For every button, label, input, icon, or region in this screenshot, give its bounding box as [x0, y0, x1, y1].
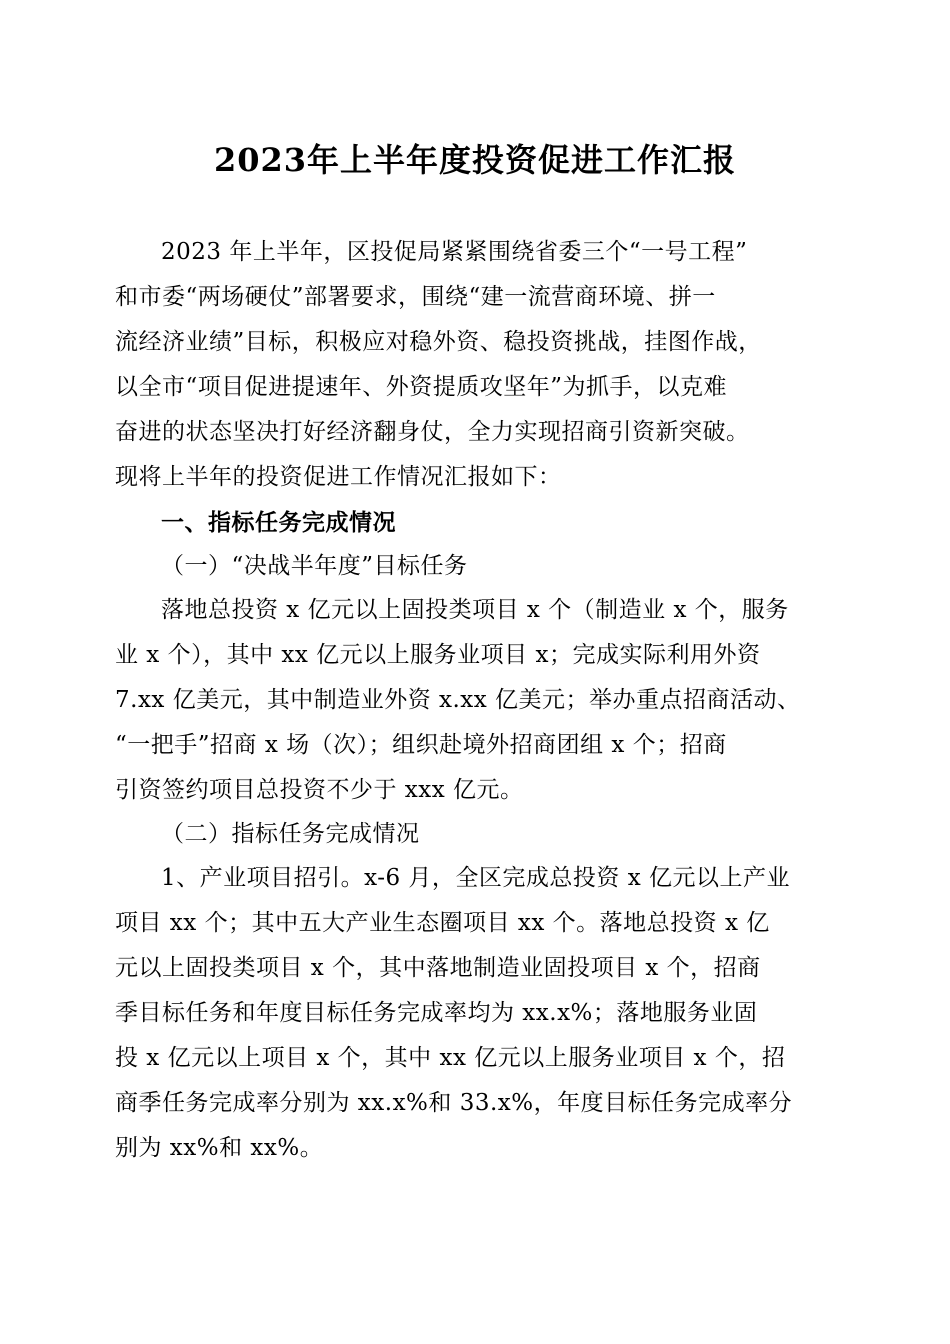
paragraph-line: 别为 xx%和 xx%。 [115, 1135, 324, 1161]
paragraph-line: 2023 年上半年，区投促局紧紧围绕省委三个“一号工程” [161, 239, 748, 265]
paragraph-line: 投 x 亿元以上项目 x 个，其中 xx 亿元以上服务业项目 x 个，招 [115, 1045, 786, 1071]
intro-paragraph [115, 230, 837, 500]
paragraph-line: 元以上固投类项目 x 个，其中落地制造业固投项目 x 个，招商 [115, 955, 761, 981]
paragraph-line: 引资签约项目总投资不少于 xxx 亿元。 [115, 777, 524, 803]
paragraph-line: 流经济业绩”目标，积极应对稳外资、稳投资挑战，挂图作战， [115, 329, 762, 355]
paragraph-line: 商季任务完成率分别为 xx.x%和 33.x%，年度目标任务完成率分 [115, 1090, 793, 1116]
document-title: 2023年上半年度投资促进工作汇报 [213, 141, 737, 179]
subsection-heading: （二）指标任务完成情况 [161, 821, 420, 847]
paragraph-line: 和市委“两场硬仗”部署要求，围绕“建一流营商环境、拼一 [115, 284, 716, 310]
paragraph-line: 以全市“项目促进提速年、外资提质攻坚年”为抓手，以克难 [115, 374, 728, 400]
paragraph-line: 季目标任务和年度目标任务完成率均为 xx.x%；落地服务业固 [115, 1000, 758, 1026]
targets-paragraph [115, 588, 837, 813]
paragraph-line: 落地总投资 x 亿元以上固投类项目 x 个（制造业 x 个，服务 [161, 597, 789, 623]
paragraph-line: 奋进的状态坚决打好经济翻身仗，全力实现招商引资新突破。 [115, 419, 750, 445]
paragraph-line: “一把手”招商 x 场（次）；组织赴境外招商团组 x 个；招商 [115, 732, 727, 758]
subsection-heading: （一）“决战半年度”目标任务 [161, 553, 468, 579]
paragraph-line: 现将上半年的投资促进工作情况汇报如下： [115, 464, 562, 490]
paragraph-line: 项目 xx 个；其中五大产业生态圈项目 xx 个。落地总投资 x 亿 [115, 910, 770, 936]
paragraph-line: 1、产业项目招引。x-6 月，全区完成总投资 x 亿元以上产业 [161, 865, 791, 891]
paragraph-line: 业 x 个），其中 xx 亿元以上服务业项目 x；完成实际利用外资 [115, 642, 761, 668]
section-heading: 一、指标任务完成情况 [161, 509, 396, 536]
projects-paragraph [115, 856, 837, 1171]
paragraph-line: 7.xx 亿美元，其中制造业外资 x.xx 亿美元；举办重点招商活动、 [115, 687, 801, 713]
